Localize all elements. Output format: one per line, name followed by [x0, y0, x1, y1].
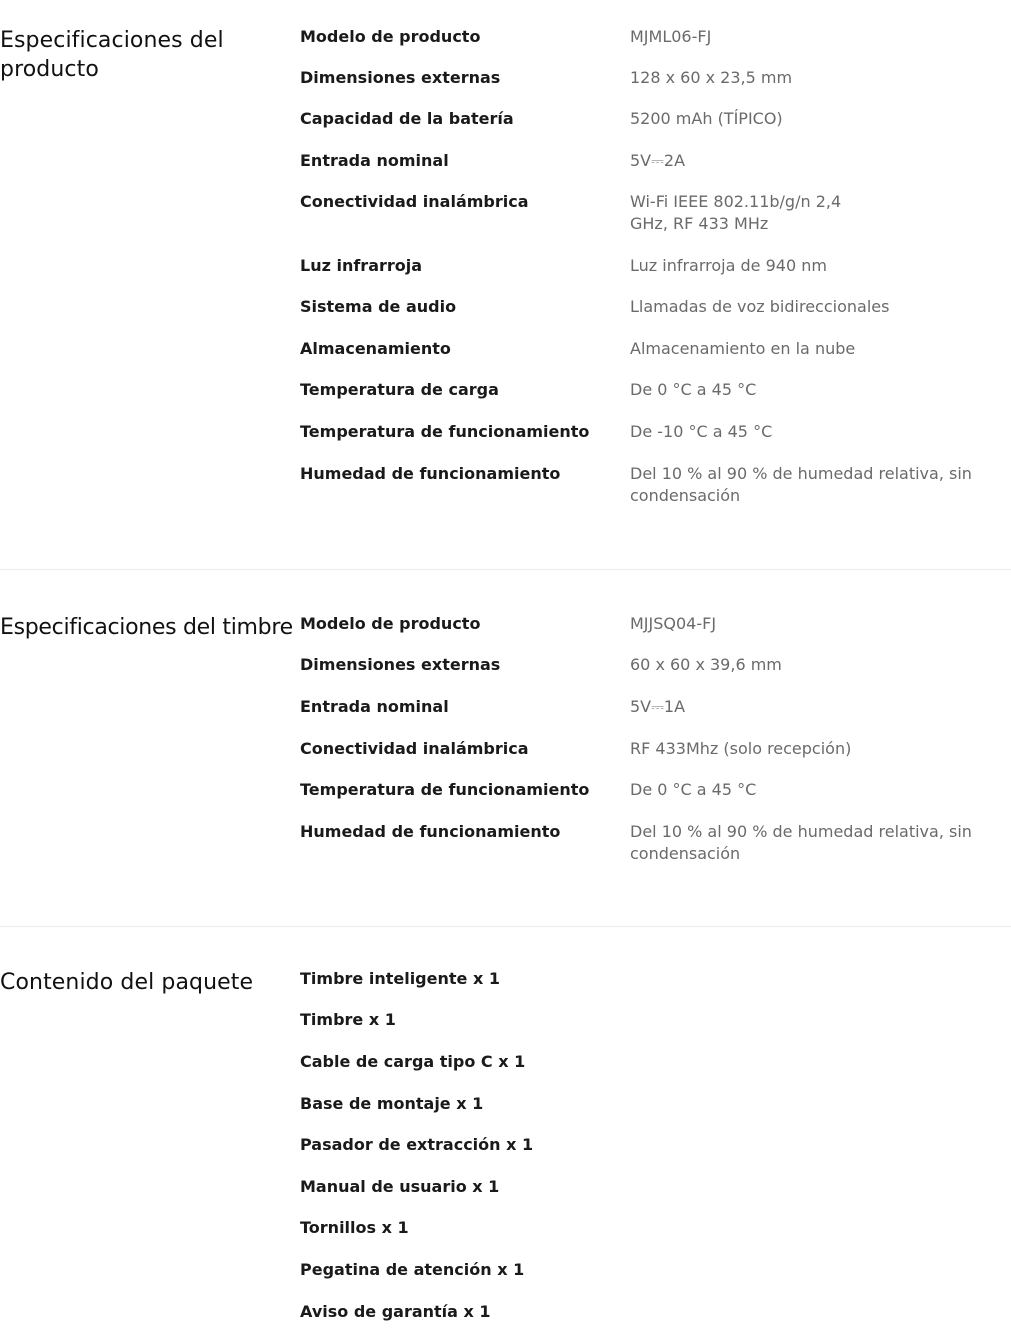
spec-value: 60 x 60 x 39,6 mm: [630, 655, 782, 674]
spec-label: Humedad de funcionamiento: [300, 822, 561, 841]
spec-label: Conectividad inalámbrica: [300, 192, 529, 211]
package-item: Aviso de garantía x 1: [300, 1302, 491, 1321]
spec-label: Conectividad inalámbrica: [300, 739, 529, 758]
spec-label: Dimensiones externas: [300, 655, 501, 674]
spec-label: Almacenamiento: [300, 339, 451, 358]
package-item: Manual de usuario x 1: [300, 1177, 500, 1196]
spec-value: De -10 °C a 45 °C: [630, 422, 773, 441]
spec-value: De 0 °C a 45 °C: [630, 380, 757, 399]
spec-value: Wi-Fi IEEE 802.11b/g/n 2,4 GHz, RF 433 MHz: [630, 192, 842, 233]
spec-value: Del 10 % al 90 % de humedad relativa, sin condensación: [630, 822, 972, 863]
spec-value: Almacenamiento en la nube: [630, 339, 856, 358]
spec-value: 5V⎓2A: [630, 151, 686, 170]
package-contents-title: Contenido del paquete: [0, 970, 254, 995]
spec-label: Humedad de funcionamiento: [300, 464, 561, 483]
spec-label: Entrada nominal: [300, 151, 449, 170]
spec-label: Modelo de producto: [300, 27, 481, 46]
spec-label: Sistema de audio: [300, 297, 457, 316]
spec-value: Llamadas de voz bidireccionales: [630, 297, 890, 316]
product-specs-title: Especificaciones del producto: [0, 28, 224, 82]
section-divider: [0, 926, 1011, 927]
spec-value: Del 10 % al 90 % de humedad relativa, sin condensación: [630, 464, 972, 505]
package-item: Pasador de extracción x 1: [300, 1135, 534, 1154]
spec-value: 5200 mAh (TÍPICO): [630, 109, 783, 128]
section-divider: [0, 569, 1011, 570]
spec-value: Luz infrarroja de 940 nm: [630, 256, 827, 275]
spec-label: Temperatura de funcionamiento: [300, 422, 590, 441]
spec-label: Capacidad de la batería: [300, 109, 514, 128]
package-item: Cable de carga tipo C x 1: [300, 1052, 526, 1071]
spec-label: Entrada nominal: [300, 697, 449, 716]
spec-label: Temperatura de carga: [300, 380, 499, 399]
spec-value: 5V⎓1A: [630, 697, 686, 716]
spec-value: MJJSQ04-FJ: [630, 614, 717, 633]
package-item: Pegatina de atención x 1: [300, 1260, 525, 1279]
package-item: Base de montaje x 1: [300, 1094, 484, 1113]
spec-label: Temperatura de funcionamiento: [300, 780, 590, 799]
spec-label: Modelo de producto: [300, 614, 481, 633]
spec-value: 128 x 60 x 23,5 mm: [630, 68, 793, 87]
package-item: Timbre x 1: [300, 1010, 396, 1029]
chime-specs-title: Especificaciones del timbre: [0, 615, 293, 640]
spec-label: Dimensiones externas: [300, 68, 501, 87]
spec-value: MJML06-FJ: [630, 27, 712, 46]
spec-label: Luz infrarroja: [300, 256, 423, 275]
spec-value: De 0 °C a 45 °C: [630, 780, 757, 799]
package-item: Tornillos x 1: [300, 1218, 409, 1237]
package-item: Timbre inteligente x 1: [300, 969, 500, 988]
spec-value: RF 433Mhz (solo recepción): [630, 739, 852, 758]
